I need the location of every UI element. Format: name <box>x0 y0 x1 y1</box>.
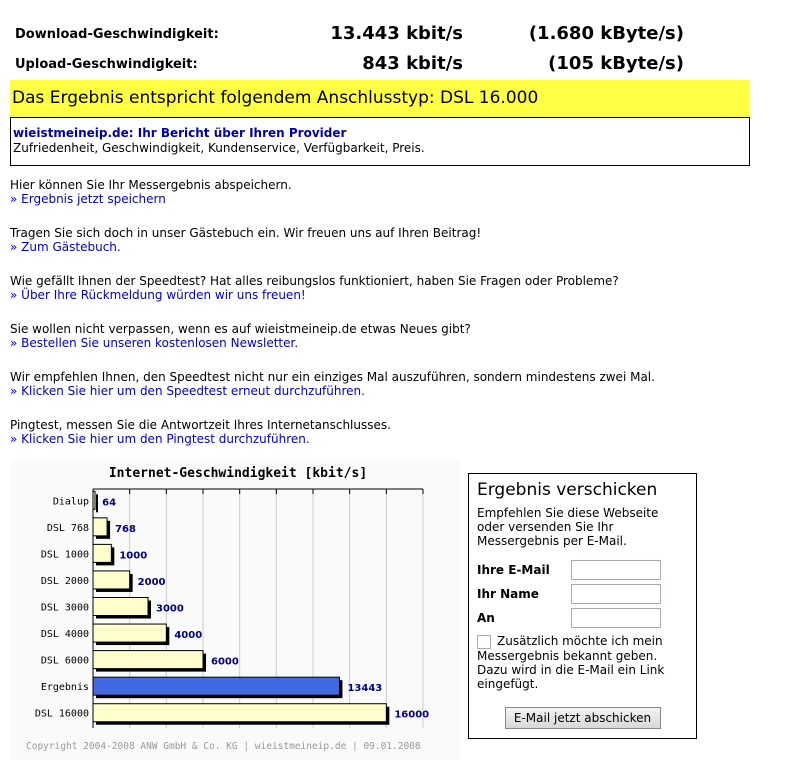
paragraph-link[interactable]: » Zum Gästebuch. <box>10 240 121 254</box>
info-paragraph <box>10 418 391 446</box>
upload-kbyte: (105 kByte/s) <box>548 53 684 74</box>
provider-link[interactable]: wieistmeineip.de: Ihr Bericht über Ihren Provider <box>13 126 347 140</box>
checkbox-text: Zusätzlich möchte ich mein Messergebnis bekannt geben. Dazu wird in die E-Mail ein Link eingefügt. <box>477 634 665 691</box>
category-label: Dialup <box>52 496 89 508</box>
send-email-button[interactable]: E-Mail jetzt abschicken <box>505 707 661 729</box>
value-label: 16000 <box>394 709 430 721</box>
paragraph-text: Wie gefällt Ihnen der Speedtest? Hat alles reibungslos funktioniert, haben Sie Fragen oder Probleme? <box>10 274 619 288</box>
category-label: DSL 3000 <box>40 602 89 614</box>
value-label: 13443 <box>347 683 383 695</box>
info-paragraph <box>10 370 655 398</box>
email-label: Ihre E-Mail <box>477 563 550 577</box>
bar <box>93 598 148 616</box>
category-label: DSL 2000 <box>40 575 89 587</box>
to-field[interactable] <box>571 608 661 628</box>
value-label: 3000 <box>156 603 184 615</box>
category-label: DSL 1000 <box>40 549 89 561</box>
info-paragraph <box>10 178 292 206</box>
paragraph-text: Sie wollen nicht verpassen, wenn es auf wieistmeineip.de etwas Neues gibt? <box>10 322 471 336</box>
chart-footer: Copyright 2004-2008 ANW GmbH & Co. KG | wieistmeineip.de | 09.01.2008 <box>26 741 421 752</box>
value-label: 1000 <box>119 550 148 562</box>
download-label: Download-Geschwindigkeit: <box>15 27 219 42</box>
bar <box>93 491 95 509</box>
send-title: Ergebnis verschicken <box>477 480 658 500</box>
paragraph-link[interactable]: » Bestellen Sie unseren kostenlosen Newsletter. <box>10 336 299 350</box>
result-banner: Das Ergebnis entspricht folgendem Anschlusstyp: DSL 16.000 <box>10 80 750 117</box>
value-label: 64 <box>102 497 117 509</box>
value-label: 6000 <box>211 656 239 668</box>
category-label: DSL 6000 <box>40 655 89 667</box>
send-result-box <box>468 473 697 739</box>
bar <box>93 624 166 642</box>
paragraph-link[interactable]: » Ergebnis jetzt speichern <box>10 192 166 206</box>
value-label: 4000 <box>174 630 203 642</box>
bar <box>93 651 203 669</box>
speed-chart <box>10 460 460 760</box>
to-label: An <box>477 611 495 625</box>
download-kbit: 13.443 kbit/s <box>330 23 463 44</box>
paragraph-text: Tragen Sie sich doch in unser Gästebuch ein. Wir freuen uns auf Ihren Beitrag! <box>10 226 482 240</box>
bar-shadow <box>96 494 98 512</box>
category-label: DSL 16000 <box>34 708 89 720</box>
value-label: 768 <box>115 523 136 535</box>
share-result-checkbox[interactable] <box>477 635 491 649</box>
paragraph-text: Hier können Sie Ihr Messergebnis abspeichern. <box>10 178 292 192</box>
category-label: DSL 768 <box>46 522 89 534</box>
name-label: Ihr Name <box>477 587 539 601</box>
bar <box>93 677 339 695</box>
chart-title: Internet-Geschwindigkeit [kbit/s] <box>108 466 368 481</box>
upload-label: Upload-Geschwindigkeit: <box>15 57 198 72</box>
bar <box>93 704 386 722</box>
provider-box <box>10 117 750 166</box>
paragraph-link[interactable]: » Über Ihre Rückmeldung würden wir uns freuen! <box>10 288 306 302</box>
email-field[interactable] <box>571 560 661 580</box>
info-paragraph <box>10 274 619 302</box>
value-label: 2000 <box>137 576 166 588</box>
paragraph-text: Wir empfehlen Ihnen, den Speedtest nicht nur ein einziges Mal auszuführen, sondern mindestens zwei Mal. <box>10 370 655 384</box>
bar <box>93 571 130 589</box>
paragraph-text: Pingtest, messen Sie die Antwortzeit Ihres Internetanschlusses. <box>10 418 391 432</box>
category-label: Ergebnis <box>40 682 89 694</box>
download-kbyte: (1.680 kByte/s) <box>528 23 684 44</box>
upload-kbit: 843 kbit/s <box>362 53 463 74</box>
category-label: DSL 4000 <box>40 629 89 641</box>
send-intro: Empfehlen Sie diese Webseite oder versenden Sie Ihr Messergebnis per E-Mail. <box>477 506 659 548</box>
bar <box>93 518 107 536</box>
paragraph-link[interactable]: » Klicken Sie hier um den Pingtest durchzuführen. <box>10 432 310 446</box>
info-paragraph <box>10 226 481 254</box>
provider-text: Zufriedenheit, Geschwindigkeit, Kundenservice, Verfügbarkeit, Preis. <box>13 141 425 155</box>
bar <box>93 544 111 562</box>
paragraph-link[interactable]: » Klicken Sie hier um den Speedtest erneut durchzuführen. <box>10 384 365 398</box>
name-field[interactable] <box>571 584 661 604</box>
info-paragraph <box>10 322 471 350</box>
